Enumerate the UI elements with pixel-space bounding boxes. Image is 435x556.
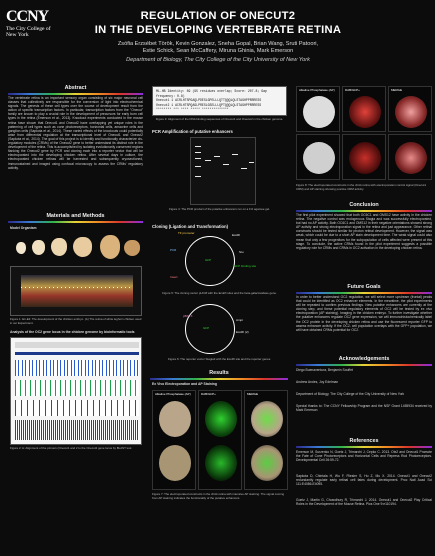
top-gfp-panel [342, 86, 386, 132]
gfp-signal [205, 401, 237, 437]
reference-3: Goetz J, Martin G, Chowdhury R, Trimarchi J. 2014. Onecut1 and Onecut2 Play Critical Roles in the Development of the Mouse Retina. Plos One 9:e110194. [296, 498, 432, 507]
figure1-caption: Figure 1: E1-E4: The development of the chicken embryo. (A) The retina of white leghorn chicken used in our Experiment. [10, 318, 142, 325]
conclusion-text: The first pilot experiment showed that both OC6C1 and OMS12 have activity in the chicken retina. The negative control was endogenous Stagia and was successfully electroporated, but had no AP activity. Both OC6C1 and OMS12 in their negative orientations showed strong AP activity and strong electroporation signal in the retina and just appearance. Other retinal constructs should be tested similar for photon retinal development. However, the signal was weak, which could be due to a short AP stain development time. The weak signal could also mean that only a few progenitors for the subpopulation of cells affected were present at this stage. To conclude, the active CRMs found in the pilot experiment suggests a possible regulatory role for CRMs and CRMs in OC2 activation in the developing chicken retina. [296, 213, 432, 250]
conservation-track-3 [15, 400, 139, 416]
retina-layers [21, 287, 133, 288]
merged-signal-2 [395, 142, 427, 174]
embryo-stage-1 [16, 242, 26, 254]
gel-band [232, 154, 238, 155]
conservation-label: Analysis of the OC2 gene locus in the chicken genome by bioinformatic tools [10, 330, 135, 334]
logo-mark: CCNY [6, 8, 49, 25]
reporter-vector-plasmid [185, 304, 235, 354]
top-merge-panel [388, 86, 432, 132]
gel-band [223, 164, 229, 165]
gel-band [214, 156, 220, 157]
figure6-caption: Figure 6: The reporter vector Stagia3 with the EcoRI site and the reporter genes. [168, 358, 271, 361]
ccny-logo [6, 8, 62, 44]
gel-band [195, 176, 201, 177]
gfp-column-label: DAB/GFP+ [201, 392, 216, 396]
merged-signal-top [395, 96, 427, 128]
ap-stained-retina-2 [303, 142, 335, 174]
plasmid-label-pbxtx: pBXTX [183, 314, 193, 318]
retina-image-panel [10, 266, 142, 316]
embryo-stages [10, 234, 142, 262]
references-divider [296, 446, 432, 448]
gel-band [195, 146, 201, 147]
ack-line-4: Special thanks to: The CCNY Fellowship Program and the NSF Grant 1455934 received by Mark Emerson [296, 404, 432, 413]
abstract-text: The vertebrate retina is an important sensory organ consisting of six major neuronal cell classes that collectively are responsible for the conversion of light into electrochemical signals. The genesis of these cell types over the course of development result from the action of specific transcription factors. In particular, transcription factors from the "Onecut" family are known to play a crucial role in the development of precursors for early born cell types in the retina (Emerson et al., 2013). Knockout experiments conducted in the mouse retina have shown that Onecut1 and Onecut2 have overlapping yet unique roles in the patterning of cell types such as cone photoreceptors, horizontal cells, amacrine cells and ganglion cells (Sapkota et al., 2014). These varied effects of the knockouts could potentially arise from differential regulation at the transcriptional level of Onecut1 and Onecut2 (Sapkota et al., 2014). The goal of this project is to identify and functionally characterize cis-regulatory modules (CRMs) of the Onecut2 gene to better understand its distinct role in the development of the retina. This is accomplished by isolating evolutionarily conserved regions flanking the Onecut2 gene by PCR and cloning each into a reporter vector that will be electroporated into the developing chicken retina. After several days in culture, the electroporated chicken retinas will be harvested and subsequently cryosectioned, immunostained and imaged using confocal microscopy to assess the CRMs' regulatory activity. [8, 96, 143, 170]
ack-line-2: Andrew Aroles, Joy Edelman [296, 380, 339, 384]
results-divider [150, 378, 288, 380]
materials-divider [8, 221, 143, 223]
logo-subtitle: The City College of New York [6, 26, 51, 38]
plasmid-label-ampr: Ampr [236, 318, 244, 322]
alignment-header: ML-HB Identity: 89 (95 residues overlap; Score: 207.8; Gap frequency: 0.8) [156, 89, 267, 98]
acknowledgements-title: Acknowledgements [338, 356, 390, 362]
sequence-alignment [152, 86, 287, 116]
plasmid-label-ecori-2: EcoRI (2) [236, 330, 249, 334]
gel-band [195, 158, 201, 159]
figure7-caption: Figure 7: The electroporated constructs in the chick retina with intensive AP staining. The signal coming from AP staining indicates the functionality of the putative enhancers. [152, 493, 285, 500]
reference-1: Emerson M, Surzenko N, Goetz J, Trimarchi J, Cepko C. 2013. Otx2 and Onecut1 Promote the Fate of Cone Photoreceptors and Horizontal Cells and Repress Rod Photoreceptors. Developmental Cell 26:59-72. [296, 450, 432, 463]
red-signal-top [349, 96, 381, 128]
browser-ruler [15, 342, 139, 348]
chick-hatchling [124, 240, 140, 256]
materials-title: Materials and Methods [46, 213, 105, 219]
abstract-divider [8, 93, 143, 95]
top-ap-label: Alkaline Phosphatase (AP) [299, 88, 335, 92]
gel-band [241, 168, 247, 169]
figure5-caption: Figure 5: The cloning vector pUCM with the EcoRI sites and the beta-galactosidase gene. [162, 292, 277, 295]
merged-signal [251, 445, 283, 481]
title-line-2: IN THE DEVELOPING VERTEBRATE RETINA [94, 24, 342, 36]
retina-section-image [21, 275, 133, 307]
plasmid-label-gfp-site: GFP binding site [234, 264, 257, 268]
gene-track [15, 352, 139, 355]
embryo-stage-3 [51, 238, 67, 256]
merge-column-label: MERGE [247, 392, 259, 396]
plasmid-label-ecori: EcoRI [232, 233, 241, 237]
ap-stain-column-label: Alkaline Phosphatase (AP) [155, 392, 191, 396]
reference-2: Sapkota D, Chintala H, Wu F, Fliesler S, Hu Z, Mu X. 2014. Onecut1 and Onecut2 redundantly regulate early retinal cell fates during development. Proc Natl Acad Sci 111:E4086-E4095. [296, 474, 432, 487]
ap-stained-retina-top [303, 96, 335, 128]
gfp-signal [205, 445, 237, 481]
ap-stained-retina [159, 445, 191, 481]
red-signal-2 [349, 142, 381, 174]
conservation-track-4 [15, 420, 139, 440]
plasmid-label-gfp-2: GFP [203, 326, 210, 330]
title-line-1: REGULATION OF ONECUT2 [140, 10, 296, 22]
plasmid-label-tf-promoter: TF promoter [178, 231, 195, 235]
alignment-row-1: Onecut1 1 ACRLHTSPGAQLPDESLGPELLLQTTQQQLQLSTAGHPPRRRESS [156, 98, 262, 103]
top-ap-panel [296, 86, 340, 132]
future-goals-title: Future Goals [347, 284, 381, 290]
author-list [60, 41, 376, 55]
poster-title [60, 9, 376, 37]
agarose-gel [190, 137, 256, 205]
conservation-track-1 [15, 360, 139, 376]
conclusion-divider [296, 210, 432, 212]
exvivo-label: Ex Vivo Electroporation and AP Staining [152, 382, 217, 386]
plasmid-label-gfp: GFP [205, 258, 212, 262]
alignment-row-2: Onecut2 1 ACRLHTSPQAGLPRESLGSELLLQPTQQQLQLSTAGHPPRRRESS [156, 102, 262, 107]
embryo-stage-5 [100, 235, 120, 259]
department: Department of Biology, The City College of the City University of New York [126, 57, 310, 63]
alignment-row-3: ******** *** **** ***** ************** [156, 107, 229, 112]
gel-band [205, 160, 211, 161]
plasmid-label-stu: Stu [239, 250, 244, 254]
figure3-caption: Figure 3: Alignment of the DNA binding sequences of Onecut1 and Onecut2 in the chicken genome. [155, 118, 284, 121]
top-gfp-label: DAB/GFP+ [345, 88, 360, 92]
abstract-title: Abstract [64, 85, 87, 91]
merge-column [244, 390, 288, 490]
ack-line-3: Department of Biology, The City College of the City University of New York [296, 392, 405, 396]
gel-band [195, 152, 201, 153]
conservation-track-2 [15, 380, 139, 396]
ap-stain-column [152, 390, 196, 490]
figure8-caption: Figure 8: The electroporated constructs in the chick retina with electroporation control signal (Onecut1 CRM) and AP staining showing positive CRM activity. [296, 184, 427, 191]
results-title: Results [209, 370, 229, 376]
plasmid-label-insert: Insert [170, 275, 178, 279]
conclusion-title: Conclusion [349, 202, 379, 208]
gel-band [249, 162, 254, 163]
authors-line-1: Zsófia Erzsébet Török, Kevin Gonzalez, Sneha Gopal, Brian Wang, Sruti Patoori, [117, 41, 319, 47]
model-organism-label: Model Organism [10, 226, 37, 230]
plasmid-label-pcr: PCR [170, 248, 177, 252]
poster-header [0, 0, 435, 82]
genome-browser-panel [10, 337, 142, 445]
second-merge-panel [388, 134, 432, 180]
authors-line-2: Estie Schick, Sean McCaffery, Miruna Ghinia, Mark Emerson [142, 48, 294, 54]
acknowledgements-divider [296, 364, 432, 366]
gfp-column [198, 390, 242, 490]
second-gfp-panel [342, 134, 386, 180]
gel-band [195, 166, 201, 167]
embryo-stage-2 [32, 240, 45, 255]
future-goals-text: In order to better understand OC2 regulation, we will select more upstream (frontal) peaks that could be identified as OC2 enhancer elements. In the meantime, the pilot experiments will be repeated to confirm previous findings. New putative enhancers are currently at the cloning step, and these potential regulatory elements of OC2 will be tested by ex vivo electroporation (AP staining). Imaging in the chicken embryo. To further investigate whether the putative enhancers regulate OC2 gene expression, we will immunohistochemically label the OC2 protein in the developing chicken retina and use the fluorescent reporter GFP to assess enhancer activity. If the OC2- cell population overlaps with the GFP+ population, we will have obtained CRMs potential for OC2. [296, 295, 432, 332]
ap-stained-retina [159, 401, 191, 437]
figure4-caption: Figure 4: The PCR product of the putative enhancers run on a 1% agarose gel. [169, 208, 270, 211]
top-merge-label: MERGE [391, 88, 403, 92]
merged-signal [251, 401, 283, 437]
embryo-stage-4 [73, 237, 92, 257]
cloning-title: Cloning (Ligation and Transformation) [152, 224, 229, 229]
future-goals-divider [296, 292, 432, 294]
figure2-caption: Figure 2: A: Alignment of the primers (Onecut1 and 2 to the Onecut2 gene locus by BLAST tool. [10, 447, 133, 450]
second-ap-panel [296, 134, 340, 180]
pcr-title: PCR Amplification of putative enhancers [152, 129, 233, 134]
ack-line-1: Diego Buenaventura, Benjamin Souffet [296, 368, 353, 372]
references-title: References [349, 438, 379, 444]
